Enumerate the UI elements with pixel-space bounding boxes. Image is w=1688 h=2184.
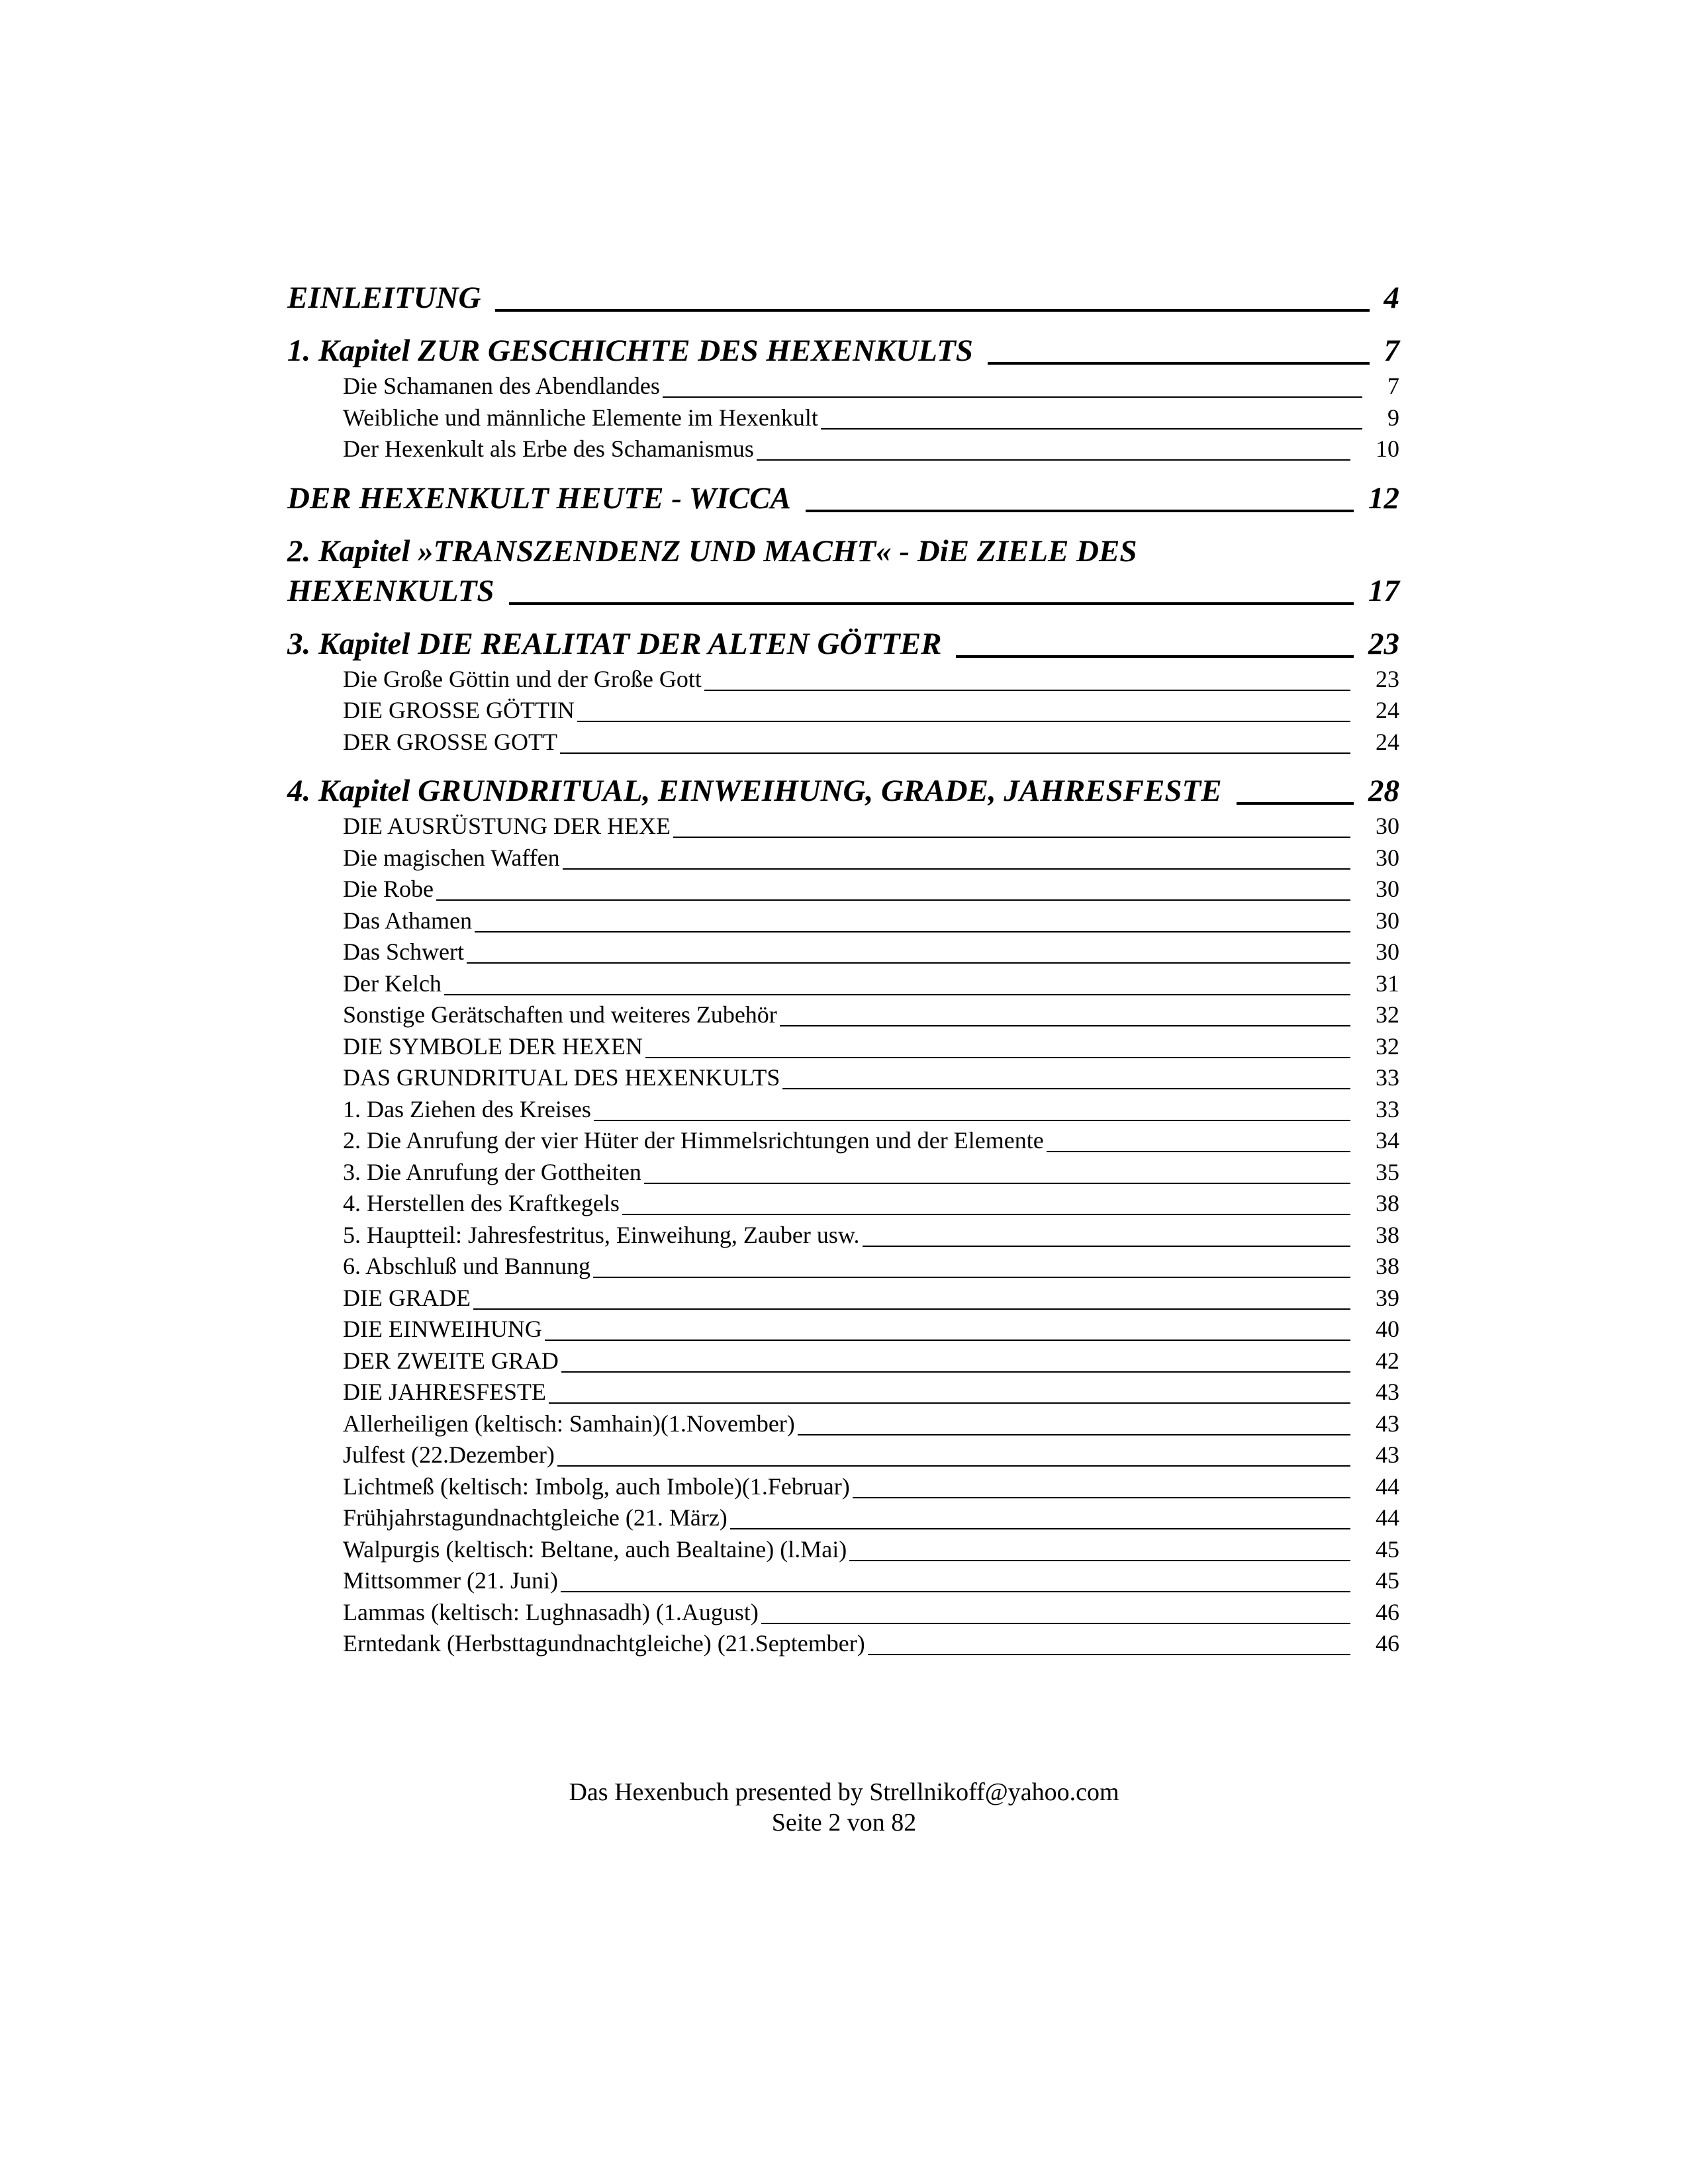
toc-entry-title: 1. Kapitel ZUR GESCHICHTE DES HEXENKULTS (287, 334, 973, 368)
toc-leader-line (495, 309, 1369, 312)
toc-section-entry[interactable] (287, 905, 1399, 937)
toc-page-number: 30 (1376, 844, 1399, 871)
toc-entry-title: Die Schamanen des Abendlandes (343, 373, 660, 399)
footer-credit: Das Hexenbuch presented by Strellnikoff@yahoo.com (569, 1778, 1119, 1806)
toc-entry-title: Erntedank (Herbsttagundnachtgleiche) (21.September) (343, 1630, 865, 1657)
toc-page-number: 23 (1376, 665, 1399, 692)
toc-page-number: 7 (1387, 373, 1399, 399)
toc-page-number: 38 (1376, 1190, 1399, 1216)
toc-leader-line (509, 602, 1354, 605)
toc-leader-line (673, 837, 1350, 838)
toc-section-entry[interactable] (287, 1597, 1399, 1629)
toc-section-entry[interactable] (287, 1408, 1399, 1440)
toc-leader-line (436, 899, 1350, 901)
toc-entry-title: DIE AUSRÜSTUNG DER HEXE (343, 813, 671, 839)
toc-page-number: 43 (1376, 1379, 1399, 1405)
toc-leader-line (561, 1591, 1350, 1592)
toc-entry-title: Lichtmeß (keltisch: Imbolg, auch Imbole)(1.Februar) (343, 1473, 850, 1500)
toc-page-number: 30 (1376, 938, 1399, 965)
toc-page-number: 44 (1376, 1504, 1399, 1531)
toc-leader-line (821, 428, 1362, 430)
toc-entry-title: 4. Kapitel GRUNDRITUAL, EINWEIHUNG, GRADE, JAHRESFESTE (287, 774, 1222, 808)
table-of-contents (287, 278, 1399, 1660)
toc-section-entry[interactable] (287, 1251, 1399, 1283)
toc-page-number: 43 (1376, 1410, 1399, 1437)
toc-entry-title: DER GROSSE GOTT (343, 728, 558, 755)
page-footer (0, 1777, 1688, 1838)
toc-page-number: 23 (1368, 626, 1399, 661)
toc-leader-line (645, 1057, 1350, 1058)
toc-entry-title: Die Robe (343, 876, 434, 902)
toc-leader-line (798, 1434, 1350, 1435)
toc-page-number: 31 (1376, 970, 1399, 997)
toc-leader-line (563, 868, 1350, 870)
toc-entry-title: 2. Die Anrufung der vier Hüter der Himmelsrichtungen und der Elemente (343, 1127, 1044, 1154)
toc-section-entry[interactable] (287, 1031, 1399, 1063)
toc-chapter-entry[interactable] (287, 624, 1399, 664)
toc-section-entry[interactable] (287, 1094, 1399, 1126)
toc-entry-title: Julfest (22.Dezember) (343, 1441, 555, 1468)
toc-leader-line (849, 1560, 1350, 1561)
toc-page-number: 38 (1376, 1221, 1399, 1248)
toc-entry-title: 3. Kapitel DIE REALITAT DER ALTEN GÖTTER (287, 626, 942, 661)
toc-leader-line (473, 1308, 1350, 1310)
toc-leader-line (757, 459, 1350, 461)
toc-page-number: 12 (1368, 480, 1399, 516)
toc-leader-line (663, 396, 1362, 398)
toc-page-number: 35 (1376, 1158, 1399, 1185)
toc-section-entry[interactable] (287, 1157, 1399, 1189)
toc-section-entry[interactable] (287, 695, 1399, 727)
toc-chapter-entry[interactable] (287, 278, 1399, 318)
toc-page-number: 38 (1376, 1253, 1399, 1279)
toc-page-number: 24 (1376, 728, 1399, 755)
toc-page-number: 43 (1376, 1441, 1399, 1468)
toc-leader-line (577, 721, 1350, 722)
toc-entry-title: Frühjahrstagundnachtgleiche (21. März) (343, 1504, 727, 1531)
toc-page-number: 32 (1376, 1001, 1399, 1028)
toc-page-number: 39 (1376, 1284, 1399, 1311)
toc-leader-line (988, 362, 1370, 365)
toc-entry-title: DIE EINWEIHUNG (343, 1316, 542, 1342)
toc-entry-title: 4. Herstellen des Kraftkegels (343, 1190, 620, 1216)
toc-entry-title: Der Hexenkult als Erbe des Schamanismus (343, 435, 754, 462)
toc-leader-line (549, 1402, 1350, 1404)
toc-page-number: 33 (1376, 1064, 1399, 1091)
toc-entry-title: 5. Hauptteil: Jahresfestritus, Einweihung, Zauber usw. (343, 1221, 860, 1248)
toc-section-entry[interactable] (287, 1314, 1399, 1345)
toc-section-entry[interactable] (287, 1125, 1399, 1157)
toc-entry-title: 1. Das Ziehen des Kreises (343, 1095, 591, 1122)
toc-chapter-entry[interactable] (287, 771, 1399, 811)
toc-page-number: 30 (1376, 907, 1399, 934)
toc-page-number: 24 (1376, 697, 1399, 723)
toc-leader-line (622, 1214, 1350, 1215)
toc-section-entry[interactable] (287, 402, 1399, 434)
toc-page-number: 4 (1383, 281, 1399, 315)
footer-page-number: Seite 2 von 82 (771, 1809, 917, 1837)
toc-section-entry[interactable] (287, 433, 1399, 465)
toc-section-entry[interactable] (287, 1534, 1399, 1566)
toc-entry-title: Walpurgis (keltisch: Beltane, auch Bealtaine) (l.Mai) (343, 1535, 847, 1563)
toc-leader-line (782, 1088, 1350, 1089)
toc-leader-line (561, 1371, 1350, 1373)
toc-section-entry[interactable] (287, 999, 1399, 1031)
toc-entry-title: Die Große Göttin und der Große Gott (343, 665, 702, 692)
toc-entry-title: Allerheiligen (keltisch: Samhain)(1.November) (343, 1410, 795, 1437)
toc-page-number: 28 (1368, 774, 1399, 808)
toc-page-number: 46 (1376, 1630, 1399, 1657)
toc-leader-line (704, 690, 1350, 691)
toc-page-number: 10 (1376, 435, 1399, 462)
toc-page-number: 9 (1387, 404, 1399, 431)
toc-leader-line (1047, 1151, 1350, 1152)
toc-entry-title: Weibliche und männliche Elemente im Hexenkult (343, 404, 818, 431)
toc-leader-line (594, 1120, 1350, 1121)
toc-entry-title: HEXENKULTS (287, 573, 494, 608)
toc-section-entry[interactable] (287, 1439, 1399, 1471)
toc-leader-line (444, 994, 1350, 995)
toc-leader-line (761, 1623, 1350, 1624)
toc-entry-title: EINLEITUNG (287, 281, 481, 315)
toc-leader-line (853, 1497, 1350, 1498)
toc-leader-line (1237, 802, 1354, 805)
toc-page-number: 34 (1376, 1127, 1399, 1154)
toc-section-entry[interactable] (287, 1283, 1399, 1314)
toc-chapter-entry[interactable] (287, 571, 1399, 611)
toc-entry-title: 3. Die Anrufung der Gottheiten (343, 1158, 641, 1185)
toc-leader-line (545, 1340, 1350, 1341)
toc-leader-line (475, 931, 1350, 933)
toc-page-number: 45 (1376, 1567, 1399, 1594)
toc-page-number: 33 (1376, 1095, 1399, 1122)
toc-page-number: 30 (1376, 876, 1399, 902)
toc-section-entry[interactable] (287, 1062, 1399, 1094)
toc-heading-line: 2. Kapitel »TRANSZENDENZ UND MACHT« - DiE ZIELE DES (287, 533, 1137, 569)
toc-section-entry[interactable] (287, 811, 1399, 842)
toc-entry-title: DIE GRADE (343, 1284, 471, 1311)
toc-section-entry[interactable] (287, 664, 1399, 696)
toc-section-entry[interactable] (287, 1188, 1399, 1220)
toc-leader-line (868, 1654, 1350, 1655)
toc-page-number: 46 (1376, 1598, 1399, 1625)
toc-entry-title: Lammas (keltisch: Lughnasadh) (1.August) (343, 1598, 759, 1625)
toc-leader-line (863, 1246, 1351, 1247)
toc-entry-title: Mittsommer (21. Juni) (343, 1567, 558, 1594)
toc-entry-title: Der Kelch (343, 970, 442, 997)
toc-entry-title: DAS GRUNDRITUAL DES HEXENKULTS (343, 1064, 780, 1091)
toc-page-number: 40 (1376, 1316, 1399, 1342)
toc-section-entry[interactable] (287, 1502, 1399, 1534)
toc-entry-title: DER HEXENKULT HEUTE - WICCA (287, 480, 791, 516)
toc-page-number: 30 (1376, 813, 1399, 839)
toc-section-entry[interactable] (287, 1345, 1399, 1377)
toc-page-number: 7 (1383, 334, 1399, 368)
toc-entry-title: Die magischen Waffen (343, 844, 560, 871)
toc-entry-title: DIE SYMBOLE DER HEXEN (343, 1032, 643, 1060)
toc-section-entry[interactable] (287, 874, 1399, 905)
toc-leader-line (780, 1025, 1350, 1026)
toc-page-number: 42 (1376, 1347, 1399, 1374)
toc-entry-title: DER ZWEITE GRAD (343, 1347, 559, 1374)
toc-entry-title: 6. Abschluß und Bannung (343, 1253, 590, 1279)
toc-leader-line (467, 962, 1350, 964)
toc-section-entry[interactable] (287, 968, 1399, 1000)
toc-leader-line (956, 655, 1354, 658)
toc-entry-title: Sonstige Gerätschaften und weiteres Zubehör (343, 1001, 777, 1028)
toc-section-entry[interactable] (287, 1565, 1399, 1597)
toc-section-entry[interactable] (287, 1220, 1399, 1251)
toc-entry-title: Das Athamen (343, 907, 472, 934)
toc-section-entry[interactable] (287, 727, 1399, 758)
toc-leader-line (644, 1183, 1350, 1184)
toc-page-number: 44 (1376, 1473, 1399, 1500)
toc-section-entry[interactable] (287, 1471, 1399, 1503)
toc-page-number: 45 (1376, 1535, 1399, 1563)
toc-chapter-entry[interactable] (287, 331, 1399, 371)
toc-section-entry[interactable] (287, 936, 1399, 968)
toc-page-number: 17 (1368, 573, 1399, 608)
toc-entry-title: DIE JAHRESFESTE (343, 1379, 547, 1405)
toc-leader-line (593, 1277, 1350, 1278)
toc-page-number: 32 (1376, 1032, 1399, 1060)
toc-section-entry[interactable] (287, 1628, 1399, 1660)
toc-section-entry[interactable] (287, 842, 1399, 874)
toc-chapter-entry[interactable] (287, 478, 1399, 518)
toc-section-entry[interactable] (287, 1377, 1399, 1408)
toc-section-entry[interactable] (287, 371, 1399, 402)
toc-leader-line (730, 1528, 1350, 1529)
toc-leader-line (806, 510, 1354, 512)
toc-leader-line (560, 752, 1350, 754)
toc-entry-title: Das Schwert (343, 938, 464, 965)
toc-leader-line (557, 1465, 1350, 1467)
toc-entry-title: DIE GROSSE GÖTTIN (343, 697, 575, 723)
